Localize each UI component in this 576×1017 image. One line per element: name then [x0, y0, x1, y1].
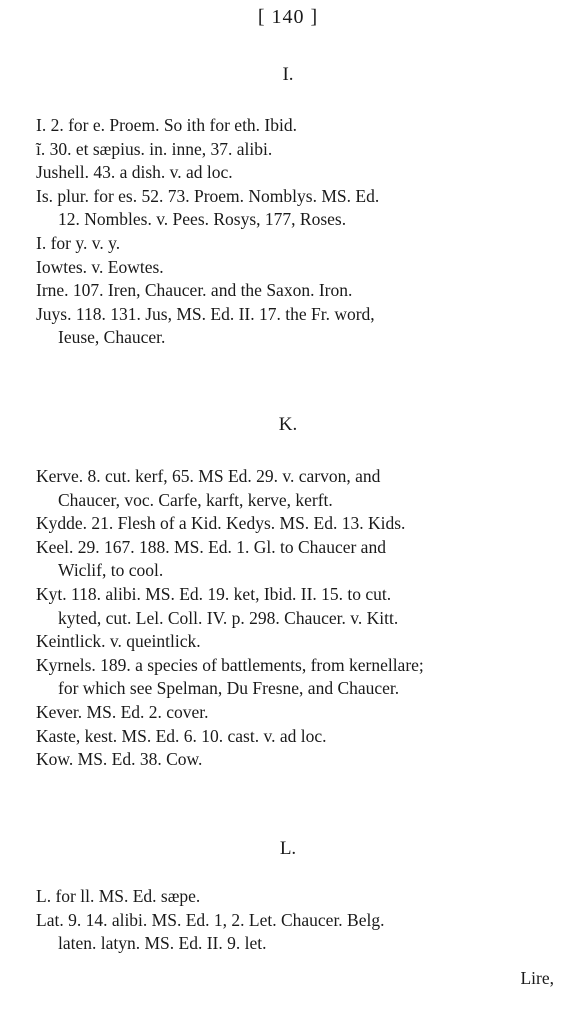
entry-line: Lat. 9. 14. alibi. MS. Ed. 1, 2. Let. Chaucer. Belg.	[36, 909, 385, 930]
entry-line: Irne. 107. Iren, Chaucer. and the Saxon. Iron.	[36, 280, 353, 301]
entry	[36, 185, 556, 232]
entry	[36, 909, 556, 956]
entry	[36, 630, 556, 654]
entry	[36, 583, 556, 630]
entry-line: Keel. 29. 167. 188. MS. Ed. 1. Gl. to Chaucer and	[36, 536, 386, 557]
section-heading-i: I.	[282, 64, 294, 85]
entry	[36, 161, 556, 185]
entry-continuation-line: Chaucer, voc. Carfe, karft, kerve, kerft.	[58, 489, 333, 510]
entry-line: L. for ll. MS. Ed. sæpe.	[36, 886, 201, 906]
entry	[36, 748, 556, 772]
entry-line: ĩ. 30. et sæpius. in. inne, 37. alibi.	[36, 138, 273, 159]
entry-line: Keintlick. v. queintlick.	[36, 631, 201, 652]
entry-line: Jushell. 43. a dish. v. ad loc.	[36, 162, 233, 183]
entry-line: Is. plur. for es. 52. 73. Proem. Nomblys. MS. Ed.	[36, 185, 380, 206]
entry	[36, 512, 556, 536]
entry-continuation-line: for which see Spelman, Du Fresne, and Chaucer.	[58, 678, 400, 699]
entry-continuation-line: laten. latyn. MS. Ed. II. 9. let.	[58, 933, 267, 954]
section-i-entries	[36, 114, 556, 350]
entry	[36, 279, 556, 303]
entry-continuation-line: Wiclif, to cool.	[58, 560, 164, 581]
entry-continuation-line: Ieuse, Chaucer.	[58, 327, 166, 348]
section-heading-l: L.	[279, 838, 297, 859]
entry	[36, 725, 556, 749]
entry	[36, 232, 556, 256]
entry-line: I. 2. for e. Proem. So ith for eth. Ibid.	[36, 115, 297, 135]
entry-line: Kerve. 8. cut. kerf, 65. MS Ed. 29. v. carvon, and	[36, 466, 381, 486]
entry-line: Kever. MS. Ed. 2. cover.	[36, 701, 209, 722]
entry	[36, 465, 556, 512]
entry-line: Kyrnels. 189. a species of battlements, from kernellare;	[36, 654, 424, 675]
entry-continuation-line: 12. Nombles. v. Pees. Rosys, 177, Roses.	[58, 209, 347, 230]
section-k-entries	[36, 465, 556, 772]
entry	[36, 701, 556, 725]
catchword: Lire,	[520, 968, 554, 988]
entry	[36, 536, 556, 583]
entry	[36, 303, 556, 350]
entry	[36, 256, 556, 280]
entry-continuation-line: kyted, cut. Lel. Coll. IV. p. 298. Chaucer. v. Kitt.	[58, 607, 399, 628]
entry-line: I. for y. v. y.	[36, 232, 121, 253]
entry	[36, 138, 556, 162]
entry-line: Juys. 118. 131. Jus, MS. Ed. II. 17. the Fr. word,	[36, 303, 375, 324]
entry	[36, 114, 556, 138]
section-heading-k: K.	[278, 414, 298, 435]
entry-line: Iowtes. v. Eowtes.	[36, 256, 164, 277]
entry	[36, 654, 556, 701]
entry-line: Kydde. 21. Flesh of a Kid. Kedys. MS. Ed. 13. Kids.	[36, 513, 406, 534]
entry-line: Kow. MS. Ed. 38. Cow.	[36, 749, 203, 770]
section-l-entries	[36, 885, 556, 956]
page-number: [ 140 ]	[257, 6, 319, 28]
entry-line: Kyt. 118. alibi. MS. Ed. 19. ket, Ibid. II. 15. to cut.	[36, 583, 392, 604]
entry	[36, 885, 556, 909]
entry-line: Kaste, kest. MS. Ed. 6. 10. cast. v. ad loc.	[36, 725, 327, 746]
